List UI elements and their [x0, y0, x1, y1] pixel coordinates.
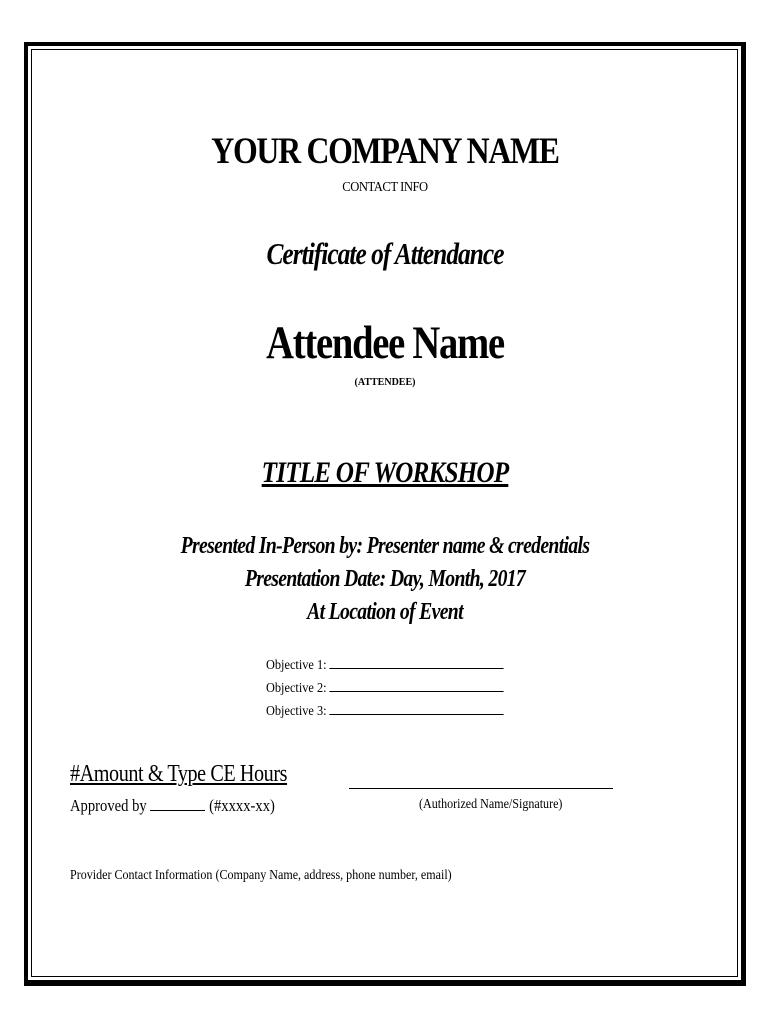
- signature-label: (Authorized Name/Signature): [419, 797, 563, 812]
- presentation-details: [69, 530, 700, 629]
- objective-blank-line: [330, 656, 504, 669]
- objective-label: Objective 2:: [266, 681, 330, 696]
- certificate-title: Certificate of Attendance: [266, 236, 504, 271]
- attendee-label: (ATTENDEE): [354, 377, 416, 388]
- attendee-name: Attendee Name: [266, 317, 504, 369]
- objective-item: [266, 700, 504, 723]
- workshop-title: TITLE OF WORKSHOP: [261, 456, 509, 489]
- approved-by: [70, 796, 275, 816]
- provider-contact: Provider Contact Information (Company Name, address, phone number, email): [70, 868, 452, 883]
- approved-by-label: Approved by: [70, 796, 151, 815]
- objective-item: [266, 654, 504, 677]
- presenter-line: Presented In-Person by: Presenter name & credentials: [180, 533, 590, 559]
- contact-info: CONTACT INFO: [342, 180, 428, 195]
- company-name: YOUR COMPANY NAME: [211, 131, 559, 172]
- objective-blank-line: [330, 679, 504, 692]
- objective-label: Objective 3:: [266, 704, 330, 719]
- approval-code: (#xxxx-xx): [205, 796, 275, 815]
- objectives-list: [266, 654, 504, 723]
- signature-line: [349, 788, 613, 789]
- presentation-date: Presentation Date: Day, Month, 2017: [244, 566, 526, 592]
- objective-label: Objective 1:: [266, 658, 330, 673]
- approved-by-blank-line: [150, 796, 205, 811]
- objective-blank-line: [330, 702, 504, 715]
- ce-hours: #Amount & Type CE Hours: [70, 761, 288, 787]
- objective-item: [266, 677, 504, 700]
- event-location: At Location of Event: [307, 599, 463, 625]
